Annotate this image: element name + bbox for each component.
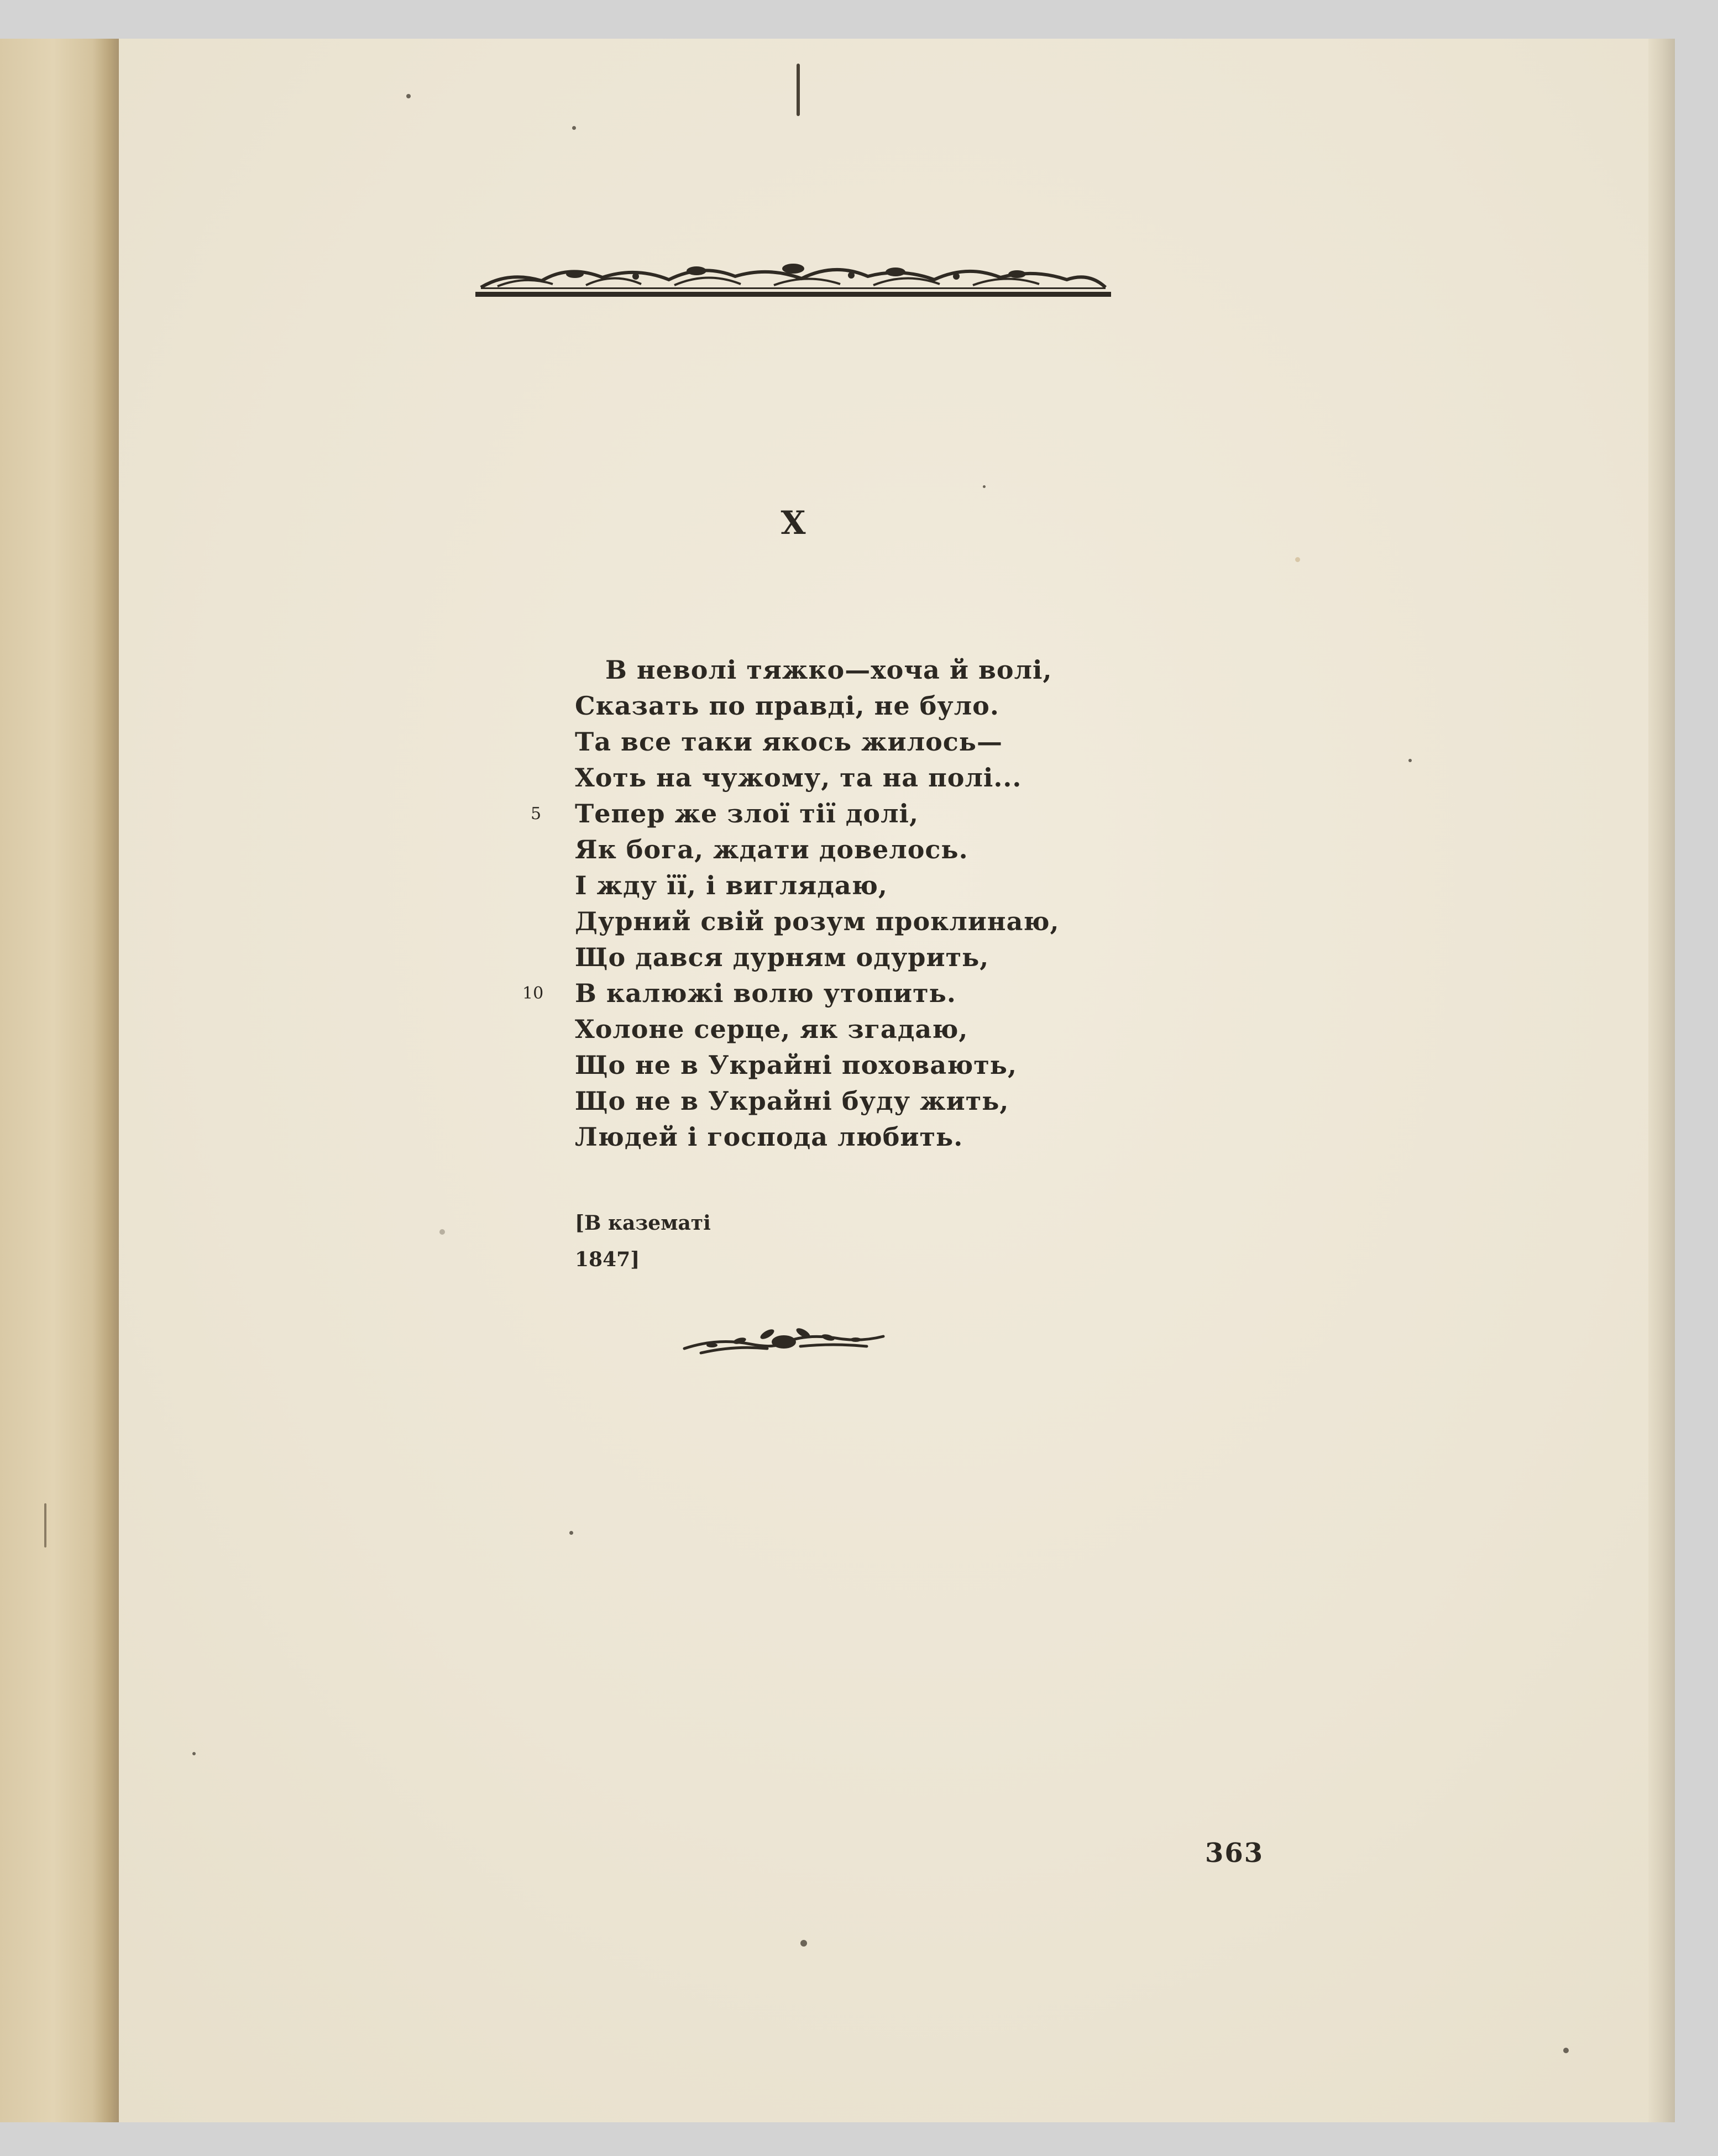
verse-line: Дурний свій розум проклинаю, [575, 906, 1060, 936]
tailpiece-ornament-icon [679, 1321, 889, 1365]
verse-line: Людей і господа любить. [575, 1122, 963, 1152]
printer-mark [797, 64, 800, 116]
verse-line: І жду її, і виглядаю, [575, 870, 888, 900]
paper-speck [983, 485, 986, 488]
verse-line: Що дався дурням одурить, [575, 942, 989, 972]
verse-line: Хоть на чужому, та на полі... [575, 763, 1022, 793]
paper-speck [800, 1940, 807, 1947]
headpiece-ornament-icon [475, 260, 1111, 298]
section-numeral: X [781, 504, 806, 542]
paper-scratch [44, 1503, 46, 1548]
verse-line: Та все таки якось жилось— [575, 727, 1003, 757]
book-gutter [0, 39, 119, 2122]
paper-speck [1563, 2048, 1569, 2053]
paper-speck [1408, 759, 1412, 762]
line-number: 5 [531, 804, 542, 823]
paper-speck [569, 1531, 573, 1535]
page-number: 363 [1205, 1838, 1264, 1869]
paper-speck [1295, 557, 1300, 562]
book-page [0, 39, 1675, 2122]
verse-line: Як бога, ждати довелось. [575, 835, 968, 864]
dateline-place: [В казематі [575, 1211, 711, 1235]
paper-speck [406, 94, 411, 98]
verse-line: Що не в Украйні поховають, [575, 1050, 1018, 1080]
verse-line: Сказать по правді, не було. [575, 691, 999, 721]
verse-line: В калюжі волю утопить. [575, 978, 956, 1008]
paper-speck [192, 1752, 196, 1755]
line-number: 10 [522, 984, 544, 1003]
page-edge-shadow [1648, 39, 1675, 2122]
verse-line: Тепер же злої тії долі, [575, 799, 919, 828]
paper-speck [439, 1229, 445, 1235]
verse-line: Холоне серце, як згадаю, [575, 1014, 968, 1044]
paper-speck [572, 126, 576, 130]
verse-line: В неволі тяжко—хоча й волі, [605, 655, 1052, 685]
dateline-year: 1847] [575, 1248, 640, 1271]
poem-text [575, 652, 1128, 1155]
verse-line: Що не в Украйні буду жить, [575, 1086, 1009, 1116]
dateline [575, 1205, 711, 1278]
